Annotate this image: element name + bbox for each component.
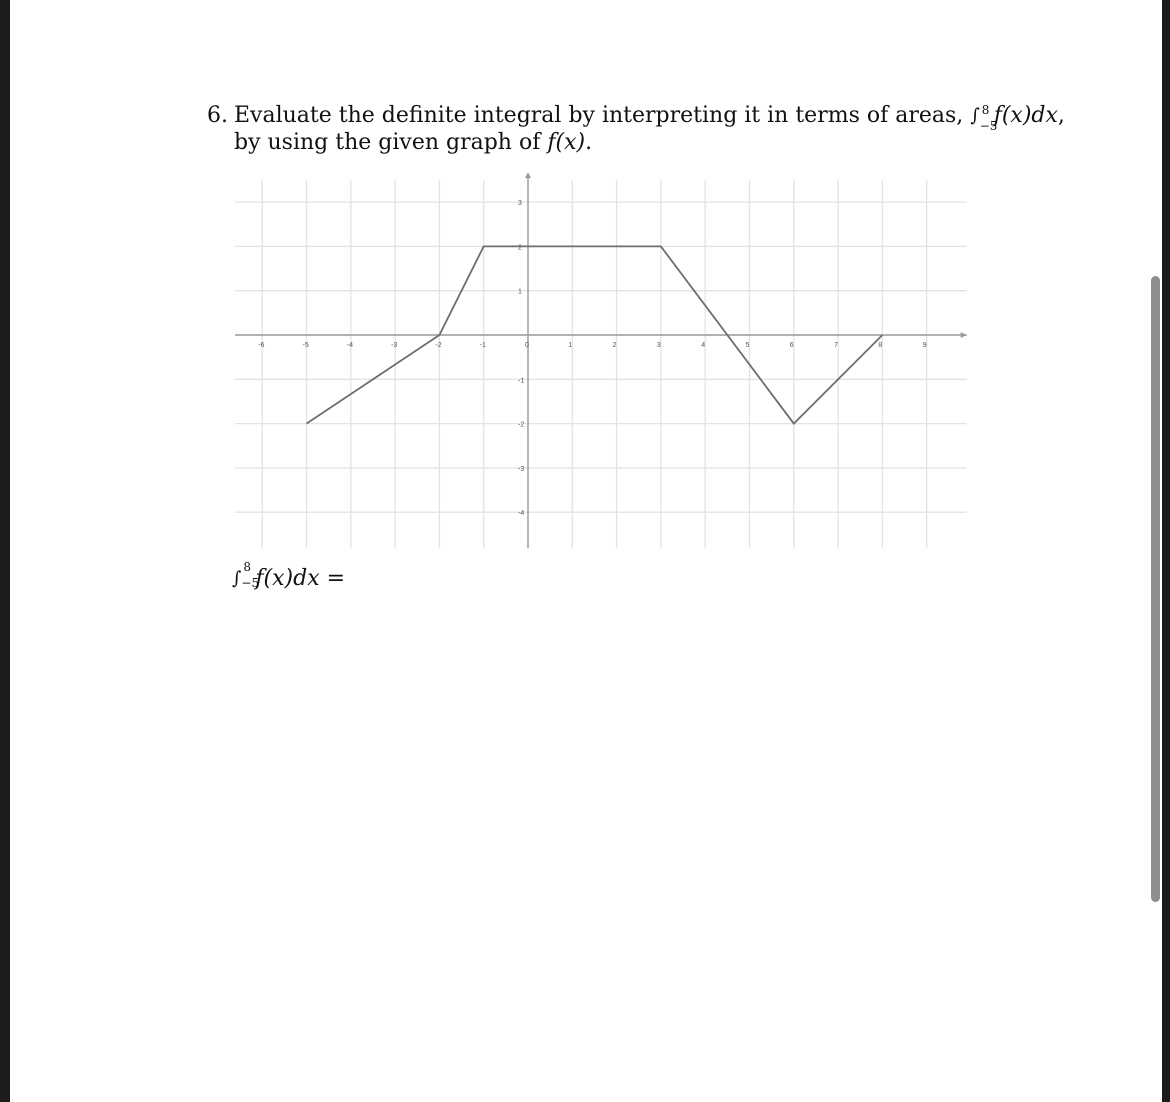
answer-upper-limit: 8: [243, 560, 252, 574]
period: .: [585, 130, 593, 155]
x-tick-label: 0: [525, 342, 529, 349]
problem-line-2: [234, 129, 592, 156]
function-name: f(x): [547, 130, 586, 155]
x-tick-label: 3: [656, 342, 661, 349]
comma: ,: [1057, 103, 1065, 128]
integral-upper-limit: 8: [981, 103, 990, 117]
x-tick-label: -3: [391, 342, 398, 349]
document-page: [10, 0, 1162, 1102]
answer-line: [232, 560, 346, 591]
x-tick-label: 1: [568, 342, 573, 349]
problem-text: Evaluate the definite integral by interpreting it in terms of areas,: [234, 103, 964, 128]
integrand: f(x)dx: [993, 103, 1058, 128]
x-tick-label: 2: [612, 342, 617, 349]
y-tick-label: -4: [518, 510, 525, 518]
integral-symbol: ∫: [970, 105, 980, 126]
answer-lower-limit: −5: [241, 576, 260, 590]
y-axis-arrow: [525, 172, 531, 178]
y-tick-label: -2: [518, 421, 525, 429]
x-tick-label: 5: [745, 342, 750, 349]
x-tick-label: -6: [258, 342, 265, 349]
equals-sign: =: [326, 566, 346, 591]
y-tick-label: 2: [518, 244, 522, 252]
answer-integrand: f(x)dx: [255, 566, 320, 591]
y-tick-label: 3: [518, 200, 522, 208]
x-tick-label: -4: [346, 342, 354, 349]
integral-lower-limit: −5: [979, 119, 998, 133]
function-graph: [235, 172, 980, 554]
answer-integral-symbol: ∫: [232, 568, 242, 589]
x-axis-arrow: [961, 332, 967, 338]
y-tick-label: -3: [518, 465, 525, 473]
x-tick-label: -1: [479, 342, 486, 349]
scrollbar[interactable]: [1151, 276, 1160, 902]
problem-text-2: by using the given graph of: [234, 130, 541, 155]
y-tick-label: -1: [518, 377, 525, 385]
x-tick-label: -5: [302, 342, 309, 349]
y-tick-label: 1: [518, 288, 522, 296]
problem-number: 6.: [207, 103, 228, 128]
x-tick-label: 4: [701, 342, 706, 349]
x-tick-label: 8: [878, 342, 883, 349]
x-tick-label: 7: [834, 342, 839, 349]
x-tick-label: 9: [922, 342, 927, 349]
inline-integral: [970, 103, 1058, 133]
problem-line-1: [234, 102, 1065, 133]
x-tick-label: -2: [435, 342, 442, 349]
x-tick-label: 6: [789, 342, 794, 349]
